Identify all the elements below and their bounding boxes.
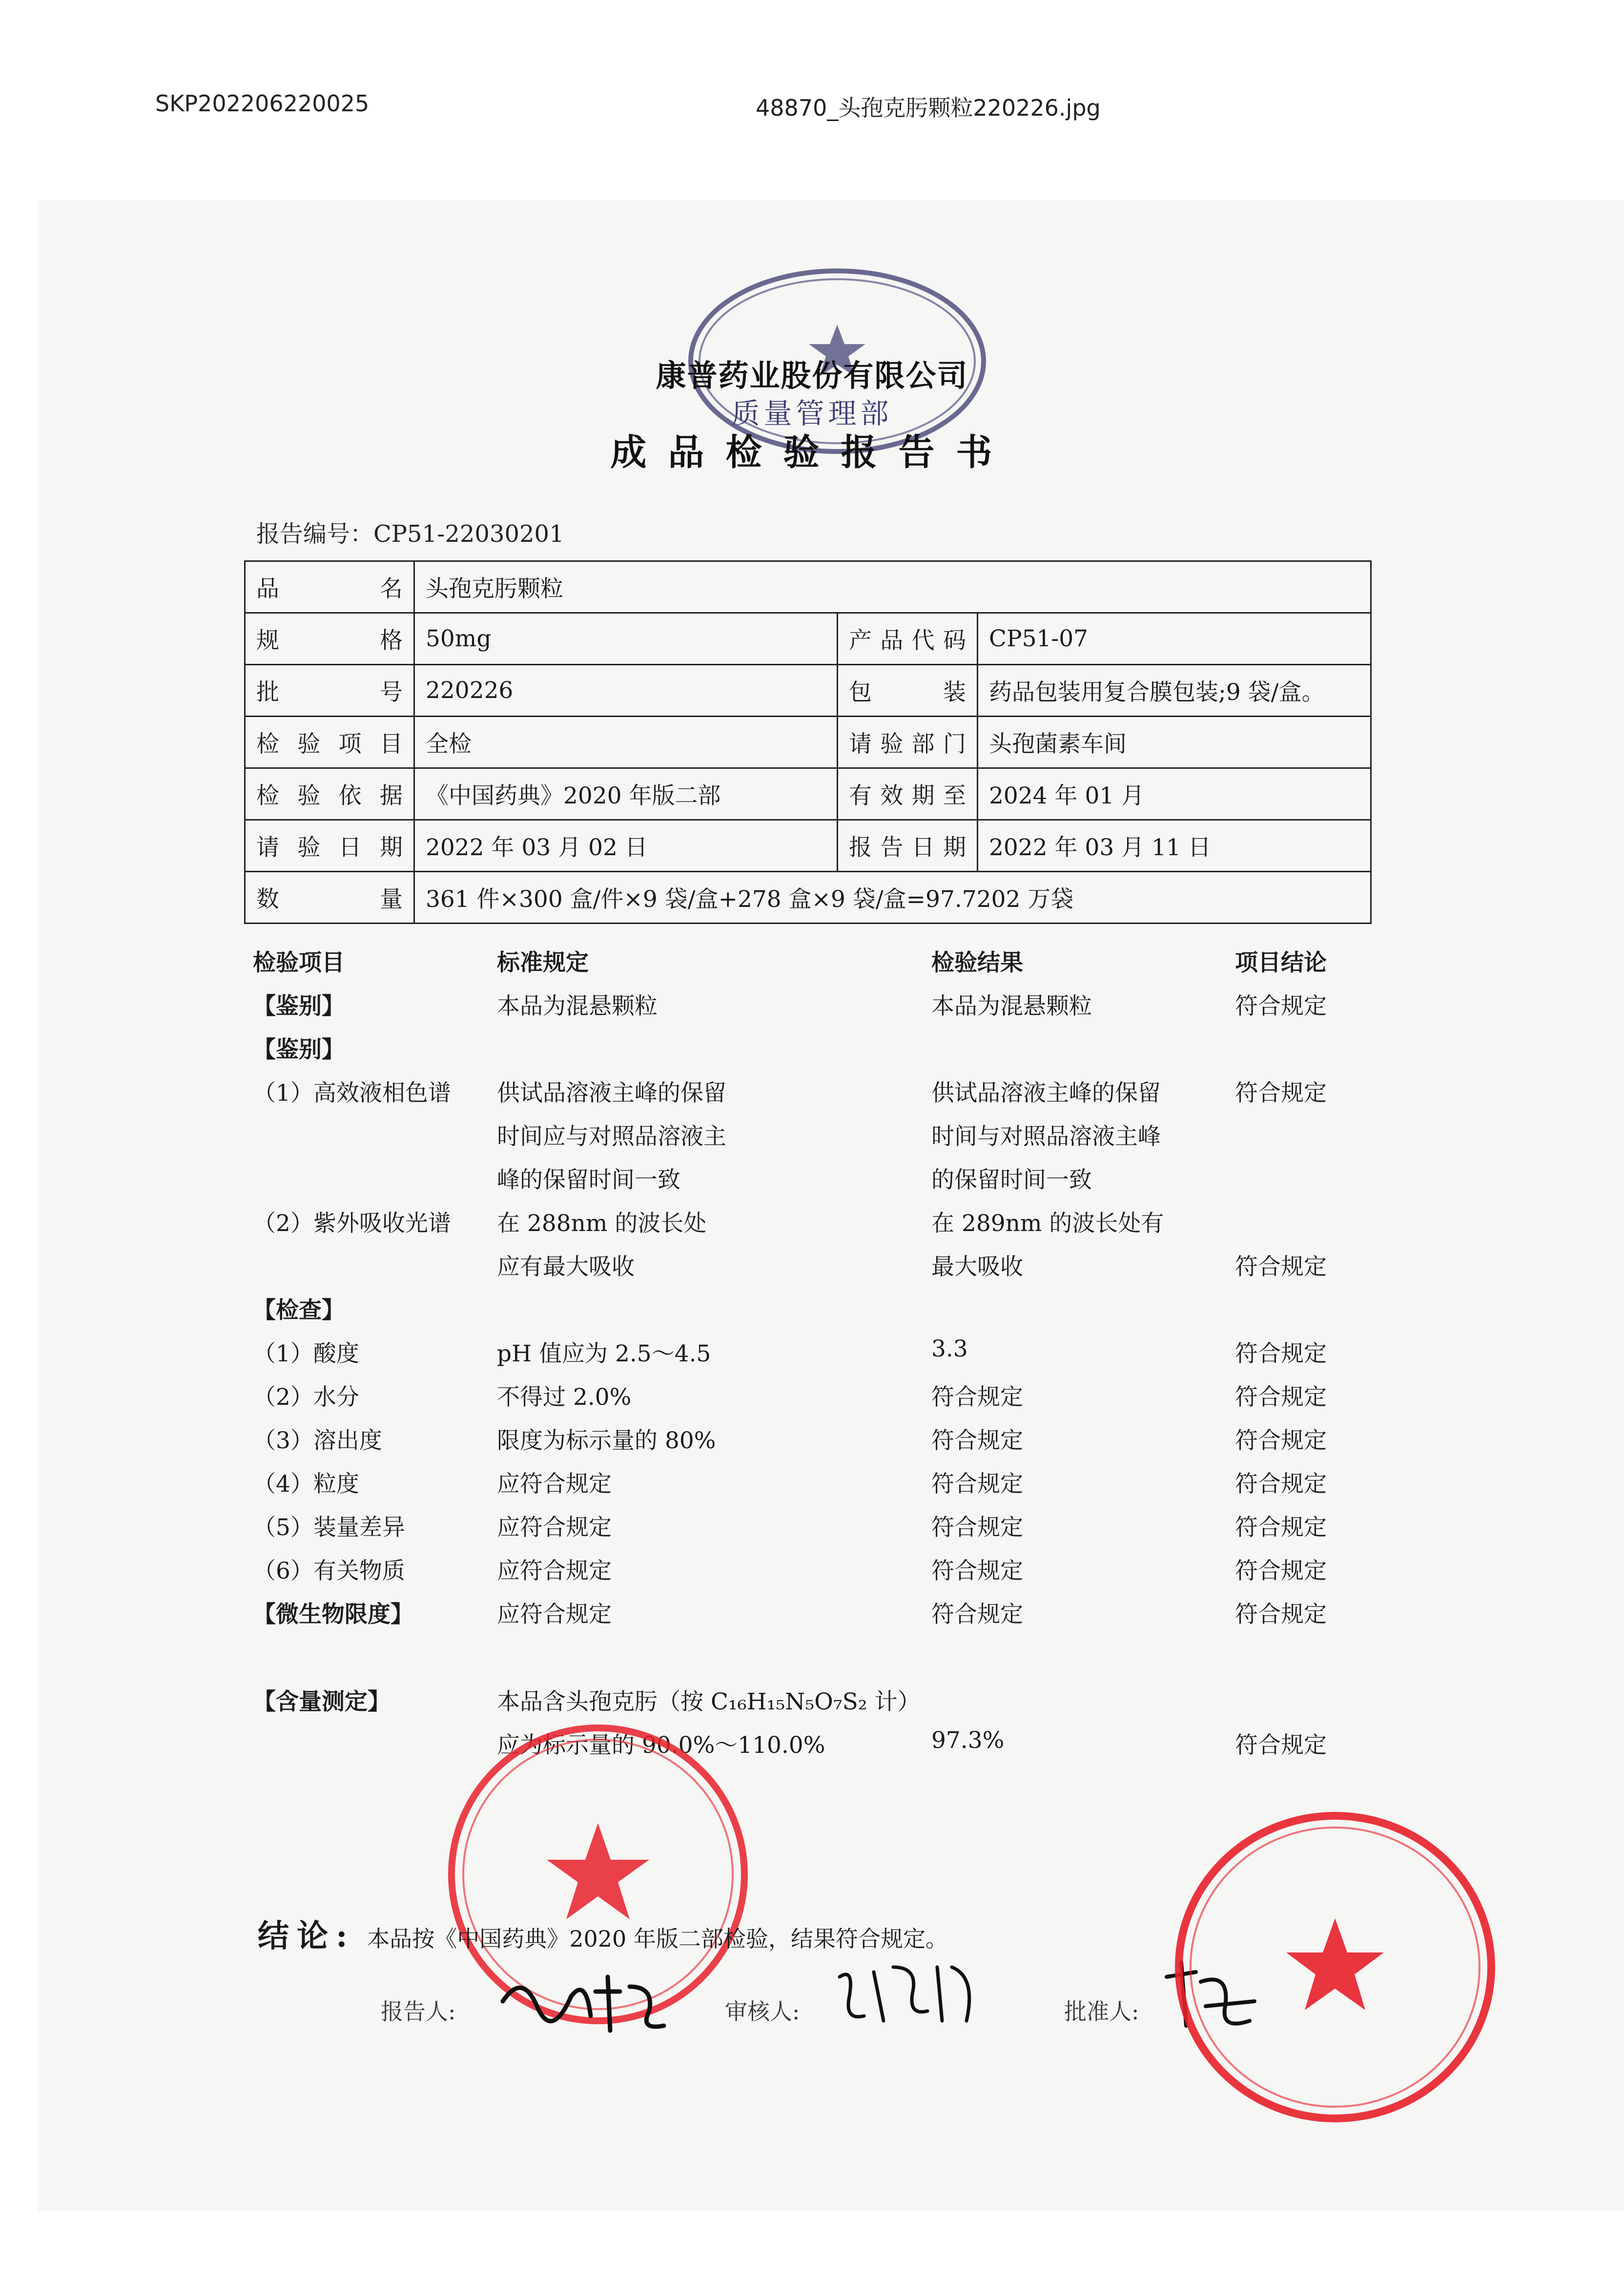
result-item: （5）装量差异 <box>253 1514 405 1541</box>
result-row <box>244 1466 1367 1509</box>
result-value: 3.3 <box>931 1335 968 1362</box>
result-item: 【鉴别】 <box>253 1036 345 1063</box>
reviewer-label: 审核人: <box>725 1998 800 2025</box>
result-row <box>244 1422 1367 1466</box>
result-value: 符合规定 <box>931 1601 1023 1628</box>
result-item: （2）紫外吸收光谱 <box>253 1210 451 1237</box>
result-rows <box>244 988 1367 1640</box>
assay-conclusion: 符合规定 <box>1235 1732 1327 1759</box>
product-info-table <box>244 560 1372 924</box>
result-row <box>244 1292 1367 1335</box>
result-conclusion: 符合规定 <box>1235 1080 1327 1107</box>
result-conclusion: 符合规定 <box>1235 1340 1327 1367</box>
company-stamp-bottom-right <box>1169 1806 1501 2128</box>
result-value: 符合规定 <box>931 1471 1023 1498</box>
result-item: （6）有关物质 <box>253 1558 405 1584</box>
reporter-label: 报告人: <box>381 1998 456 2025</box>
result-row <box>244 1075 1367 1118</box>
label-item: 检验项目 <box>245 717 414 768</box>
label-code: 产品代码 <box>838 613 978 665</box>
result-conclusion: 符合规定 <box>1235 1558 1327 1584</box>
row-batch <box>245 665 1371 717</box>
result-standard: 限度为标示量的 80% <box>497 1427 716 1454</box>
value-quantity: 361 件×300 盒/件×9 袋/盒+278 盒×9 袋/盒=97.7202 万袋 <box>414 872 1371 924</box>
result-standard: 应符合规定 <box>497 1514 612 1541</box>
result-item: 【检查】 <box>253 1297 345 1324</box>
result-item: 【鉴别】 <box>253 993 345 1020</box>
department-name: 质量管理部 <box>731 397 893 430</box>
result-value: 符合规定 <box>931 1514 1023 1541</box>
result-item: （2）水分 <box>253 1384 359 1411</box>
value-package: 药品包装用复合膜包装;9 袋/盒。 <box>978 665 1371 717</box>
row-basis <box>245 768 1371 820</box>
result-standard: 应符合规定 <box>497 1558 612 1584</box>
result-standard: 应符合规定 <box>497 1471 612 1498</box>
header-conclusion: 项目结论 <box>1235 949 1327 976</box>
result-item: （1）高效液相色谱 <box>253 1080 451 1107</box>
result-row <box>244 1509 1367 1553</box>
label-product-name: 品 名 <box>245 561 414 613</box>
result-value: 时间与对照品溶液主峰 <box>931 1123 1161 1150</box>
result-conclusion: 符合规定 <box>1235 1427 1327 1454</box>
result-standard: 在 288nm 的波长处 <box>497 1210 707 1237</box>
result-value: 在 289nm 的波长处有 <box>931 1210 1164 1237</box>
row-dates <box>245 820 1371 872</box>
reporter-signature <box>493 1957 678 2045</box>
value-report-date: 2022 年 03 月 11 日 <box>978 820 1371 872</box>
result-value: 符合规定 <box>931 1558 1023 1584</box>
results-section <box>244 945 1367 1770</box>
result-standard: 峰的保留时间一致 <box>497 1167 680 1193</box>
result-standard: 供试品溶液主峰的保留 <box>497 1080 726 1107</box>
value-code: CP51-07 <box>978 613 1371 665</box>
result-conclusion: 符合规定 <box>1235 1514 1327 1541</box>
result-conclusion: 符合规定 <box>1235 1253 1327 1280</box>
label-spec: 规 格 <box>245 613 414 665</box>
result-row <box>244 1249 1367 1292</box>
result-standard: 不得过 2.0% <box>497 1384 632 1411</box>
result-value: 供试品溶液主峰的保留 <box>931 1080 1161 1107</box>
result-value: 的保留时间一致 <box>931 1167 1092 1193</box>
result-value: 最大吸收 <box>931 1253 1023 1280</box>
row-spec <box>245 613 1371 665</box>
approver-label: 批准人: <box>1064 1998 1139 2025</box>
label-request-date: 请验日期 <box>245 820 414 872</box>
result-conclusion: 符合规定 <box>1235 993 1327 1020</box>
assay-result: 97.3% <box>931 1727 1005 1754</box>
result-value: 符合规定 <box>931 1384 1023 1411</box>
file-name: 48870_头孢克肟颗粒220226.jpg <box>756 95 1101 121</box>
document-title: 成品检验报告书 <box>610 431 1014 473</box>
value-item: 全检 <box>414 717 838 768</box>
result-row <box>244 988 1367 1031</box>
result-row <box>244 1596 1367 1640</box>
value-dept: 头孢菌素车间 <box>978 717 1371 768</box>
assay-row-2 <box>244 1727 1367 1770</box>
result-row <box>244 1335 1367 1379</box>
result-item: （3）溶出度 <box>253 1427 382 1454</box>
result-row <box>244 1553 1367 1596</box>
reviewer-signature <box>830 1948 986 2035</box>
header-item: 检验项目 <box>253 949 345 976</box>
assay-standard-line2: 应为标示量的 90.0%～110.0% <box>497 1732 825 1759</box>
label-package: 包 装 <box>838 665 978 717</box>
result-standard: 时间应与对照品溶液主 <box>497 1123 726 1150</box>
value-product-name: 头孢克肟颗粒 <box>414 561 1371 613</box>
result-standard: 应有最大吸收 <box>497 1253 635 1280</box>
label-basis: 检验依据 <box>245 768 414 820</box>
assay-item: 【含量测定】 <box>253 1688 391 1715</box>
label-dept: 请验部门 <box>838 717 978 768</box>
conclusion-text: 本品按《中国药典》2020 年版二部检验，结果符合规定。 <box>367 1926 948 1952</box>
result-conclusion: 符合规定 <box>1235 1601 1327 1628</box>
value-batch: 220226 <box>414 665 838 717</box>
result-item: 【微生物限度】 <box>253 1601 413 1628</box>
result-row <box>244 1205 1367 1249</box>
value-request-date: 2022 年 03 月 02 日 <box>414 820 838 872</box>
label-report-date: 报告日期 <box>838 820 978 872</box>
label-expiry: 有效期至 <box>838 768 978 820</box>
result-item: （4）粒度 <box>253 1471 359 1498</box>
company-name: 康普药业股份有限公司 <box>656 358 968 393</box>
result-row <box>244 1118 1367 1162</box>
result-value: 符合规定 <box>931 1427 1023 1454</box>
assay-row-1 <box>244 1684 1367 1727</box>
assay-standard-line1: 本品含头孢克肟（按 C₁₆H₁₅N₅O₇S₂ 计） <box>497 1688 921 1715</box>
result-standard: 本品为混悬颗粒 <box>497 993 658 1020</box>
row-item <box>245 717 1371 768</box>
row-quantity <box>245 872 1371 924</box>
header-standard: 标准规定 <box>497 949 589 976</box>
result-row <box>244 1379 1367 1422</box>
result-item: （1）酸度 <box>253 1340 359 1367</box>
result-row <box>244 1162 1367 1205</box>
label-batch: 批 号 <box>245 665 414 717</box>
report-number: 报告编号：CP51-22030201 <box>256 520 564 548</box>
result-conclusion: 符合规定 <box>1235 1471 1327 1498</box>
result-standard: 应符合规定 <box>497 1601 612 1628</box>
result-conclusion: 符合规定 <box>1235 1384 1327 1411</box>
value-basis: 《中国药典》2020 年版二部 <box>414 768 838 820</box>
header-result: 检验结果 <box>931 949 1023 976</box>
value-spec: 50mg <box>414 613 838 665</box>
conclusion-label: 结论: <box>258 1918 355 1954</box>
result-value: 本品为混悬颗粒 <box>931 993 1092 1020</box>
results-header <box>244 945 1367 988</box>
value-expiry: 2024 年 01 月 <box>978 768 1371 820</box>
result-standard: pH 值应为 2.5～4.5 <box>497 1340 711 1367</box>
result-row <box>244 1031 1367 1075</box>
row-product-name <box>245 561 1371 613</box>
file-id: SKP202206220025 <box>155 90 370 117</box>
label-quantity: 数 量 <box>245 872 414 924</box>
